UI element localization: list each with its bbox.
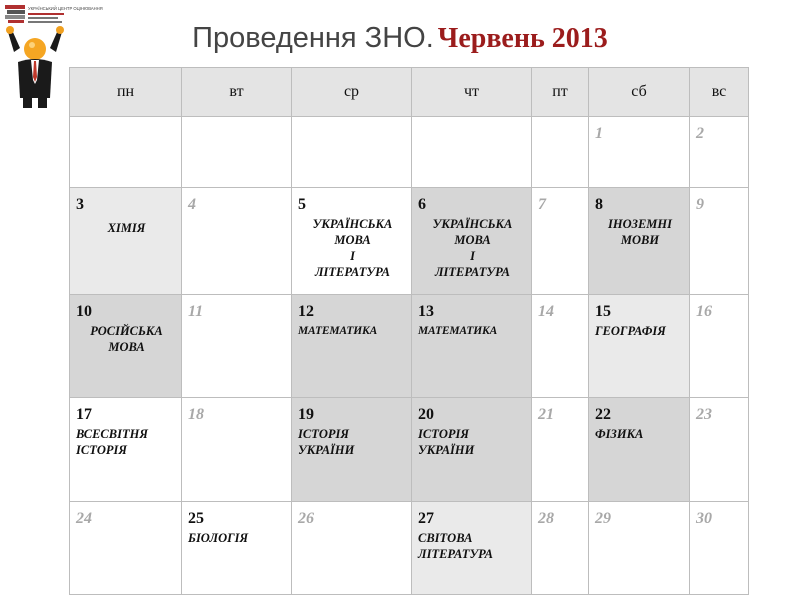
day-number: 18 [188, 406, 204, 423]
day-cell [182, 188, 292, 295]
day-number: 1 [595, 125, 603, 142]
empty-day-cell [182, 117, 292, 188]
exam-subject: МАТЕМАТИКА [418, 325, 498, 337]
exam-subject: ВСЕСВІТНЯ ІСТОРІЯ [76, 427, 148, 457]
weekday-header: пн [70, 68, 182, 117]
empty-day-cell [292, 117, 412, 188]
logo [2, 2, 103, 110]
day-number: 26 [298, 510, 314, 527]
exam-subject: РОСІЙСЬКА МОВА [90, 324, 163, 354]
day-cell [412, 398, 532, 502]
day-cell [292, 188, 412, 295]
exam-subject: ХІМІЯ [107, 221, 146, 235]
exam-subject: УКРАЇНСЬКА МОВА І ЛІТЕРАТУРА [432, 217, 513, 279]
day-cell [292, 502, 412, 595]
day-number: 17 [76, 406, 92, 423]
day-number: 7 [538, 196, 546, 213]
week-row [70, 398, 749, 502]
day-cell [589, 398, 690, 502]
day-cell [182, 502, 292, 595]
day-cell [532, 295, 589, 398]
day-number: 4 [188, 196, 196, 213]
day-cell [690, 295, 749, 398]
day-number: 12 [298, 303, 314, 320]
day-cell [532, 502, 589, 595]
day-cell [70, 188, 182, 295]
exam-subject: ФІЗИКА [595, 427, 644, 441]
day-cell [690, 502, 749, 595]
day-number: 29 [595, 510, 611, 527]
weekday-header: сб [589, 68, 690, 117]
day-number: 2 [696, 125, 704, 142]
day-number: 11 [188, 303, 204, 320]
day-number: 8 [595, 196, 603, 213]
day-cell [412, 188, 532, 295]
day-cell [589, 502, 690, 595]
title-main: Проведення ЗНО. [192, 22, 434, 54]
day-number: 28 [538, 510, 554, 527]
day-number: 16 [696, 303, 712, 320]
exam-subject: МАТЕМАТИКА [298, 325, 378, 337]
day-number: 24 [76, 510, 92, 527]
day-number: 14 [538, 303, 554, 320]
exam-subject: БІОЛОГІЯ [188, 531, 249, 545]
day-cell [182, 398, 292, 502]
exam-subject: УКРАЇНСЬКА МОВА І ЛІТЕРАТУРА [312, 217, 393, 279]
day-number: 25 [188, 510, 204, 527]
day-number: 21 [538, 406, 554, 423]
day-number: 3 [76, 196, 84, 213]
weekday-header: вт [182, 68, 292, 117]
weekday-header: ср [292, 68, 412, 117]
day-cell [70, 502, 182, 595]
day-number: 27 [418, 510, 434, 527]
weekday-header: вс [690, 68, 749, 117]
day-cell [292, 295, 412, 398]
day-cell [589, 188, 690, 295]
exam-subject: ІСТОРІЯ УКРАЇНИ [418, 427, 475, 457]
day-number: 30 [696, 510, 712, 527]
page-title [0, 22, 800, 55]
day-number: 20 [418, 406, 434, 423]
week-row [70, 502, 749, 595]
mascot-logo-icon [2, 2, 103, 110]
day-cell [532, 188, 589, 295]
empty-day-cell [70, 117, 182, 188]
day-number: 6 [418, 196, 426, 213]
day-cell [292, 398, 412, 502]
day-number: 13 [418, 303, 434, 320]
exam-subject: СВІТОВА ЛІТЕРАТУРА [418, 531, 494, 561]
day-cell [690, 117, 749, 188]
week-row [70, 188, 749, 295]
empty-day-cell [532, 117, 589, 188]
day-cell [70, 398, 182, 502]
day-number: 22 [595, 406, 611, 423]
exam-subject: ІНОЗЕМНІ МОВИ [607, 217, 672, 247]
day-number: 19 [298, 406, 314, 423]
day-cell [412, 502, 532, 595]
exam-calendar [69, 67, 749, 595]
day-cell [182, 295, 292, 398]
day-cell [589, 117, 690, 188]
day-number: 23 [696, 406, 712, 423]
week-row [70, 295, 749, 398]
weekday-header-row [70, 68, 749, 117]
empty-day-cell [412, 117, 532, 188]
day-number: 15 [595, 303, 611, 320]
day-cell [589, 295, 690, 398]
day-cell [70, 295, 182, 398]
weekday-header: пт [532, 68, 589, 117]
day-number: 9 [696, 196, 704, 213]
day-cell [412, 295, 532, 398]
day-cell [690, 188, 749, 295]
exam-subject: ІСТОРІЯ УКРАЇНИ [298, 427, 355, 457]
weekday-header: чт [412, 68, 532, 117]
day-cell [690, 398, 749, 502]
day-number: 5 [298, 196, 306, 213]
title-month: Червень 2013 [437, 23, 608, 54]
logo-text: УКРАЇНСЬКИЙ ЦЕНТР ОЦІНЮВАННЯ [28, 6, 103, 11]
week-row [70, 117, 749, 188]
day-cell [532, 398, 589, 502]
exam-subject: ГЕОГРАФІЯ [595, 324, 666, 338]
day-number: 10 [76, 303, 92, 320]
